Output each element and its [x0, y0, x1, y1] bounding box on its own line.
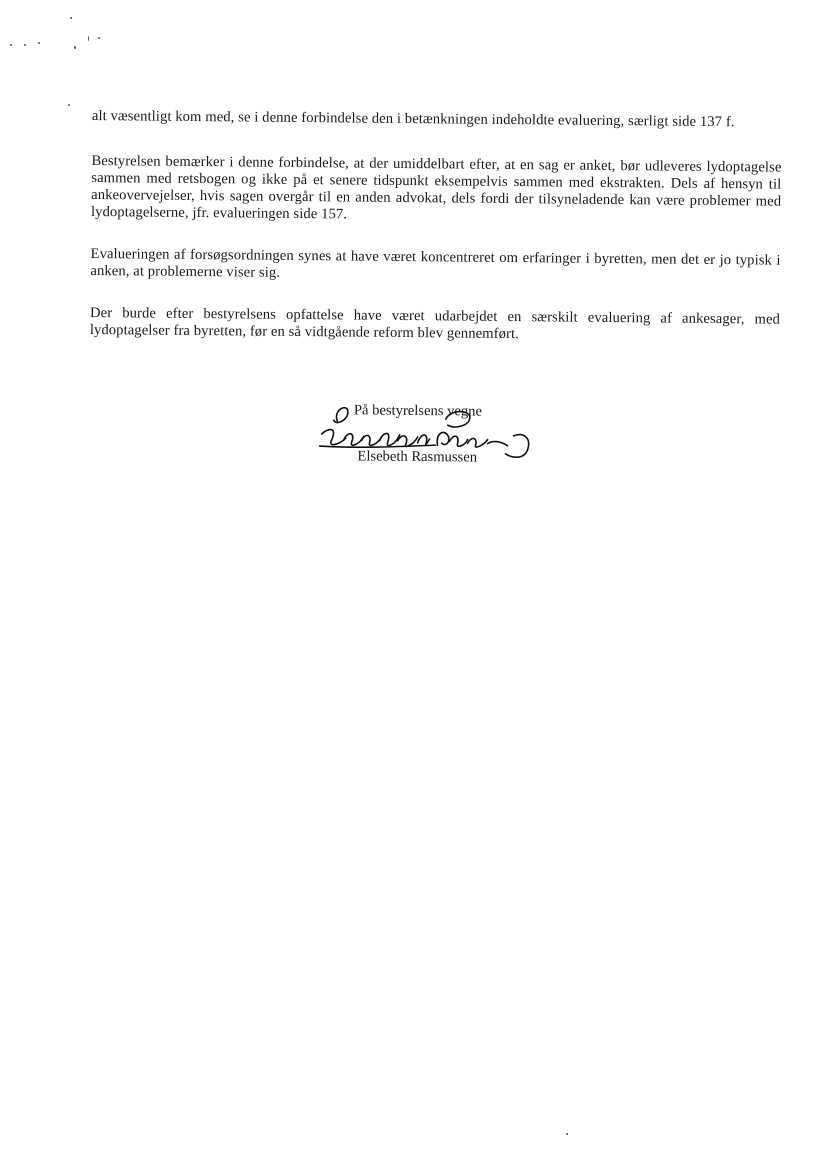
signature-on-behalf-text: På bestyrelsens vegne [353, 402, 483, 420]
scan-speck [24, 44, 26, 46]
paragraph-evaluation-reference: alt væsentligt kom med, se i denne forbindelse den i betænkningen indeholdte evaluering, særligt side 137 f. [91, 108, 735, 131]
paragraph-board-remarks: Bestyrelsen bemærker i denne forbindelse, at der umiddelbart efter, at en sag er anket, bør udleveres lydoptagelse sammen med retsbogen og ikke på et senere tidspunkt eksempelvis sammen med ekstrakten. Dels af hensyn til ankeovervejelser, hvis sagen overgår til en anden advokat, dels fordi der tilsyneladende kan være problemer med lydoptagelserne, jfr. evalueringen side 157. [90, 152, 782, 223]
paragraph-board-opinion: Der burde efter bestyrelsens opfattelse have været udarbejdet en særskilt evaluering af ankesager, med lydoptagelser fra byretten, før en så vidtgående reform blev gennemført. [89, 304, 781, 343]
paragraph-trial-evaluation: Evalueringen af forsøgsordningen synes at have været koncentreret om erfaringer i byretten, men det er jo typisk i anken, at problemerne viser sig. [90, 245, 781, 281]
scan-speck [74, 46, 76, 49]
signatory-name: Elsebeth Rasmussen [357, 448, 478, 466]
scan-speck [98, 37, 100, 39]
scan-speck [88, 36, 89, 41]
signature-block [317, 400, 558, 482]
scan-speck [70, 17, 72, 19]
letter-body [90, 108, 782, 371]
scan-speck [38, 42, 40, 44]
scan-speck [10, 44, 12, 46]
scan-speck [566, 1133, 568, 1135]
scan-speck [68, 104, 70, 106]
